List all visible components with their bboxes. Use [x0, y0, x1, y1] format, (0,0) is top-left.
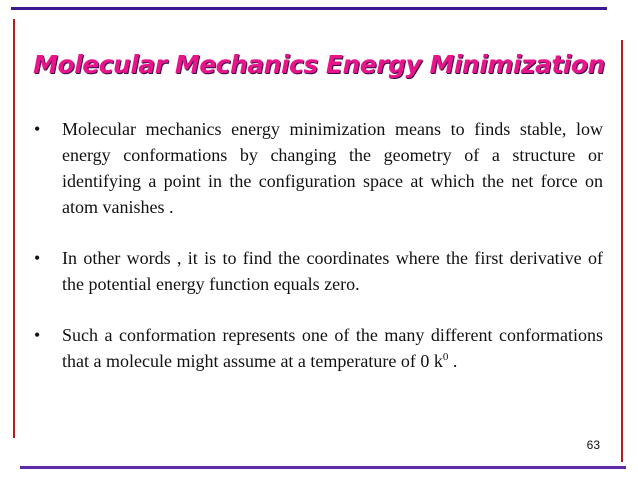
- bullet-list: [34, 116, 603, 399]
- degree-superscript: 0: [442, 351, 449, 363]
- bullet-item: [34, 116, 603, 220]
- bullet-text: [62, 325, 603, 371]
- bullet-text: Molecular mechanics energy minimization means to finds stable, low energy conformations by changing the geometry of a structure or identifying a point in the configuration space at which the net force on atom vanishes .: [62, 119, 603, 217]
- bullet-text: In other words , it is to find the coordinates where the first derivative of the potential energy function equals zero.: [62, 248, 603, 294]
- bullet-text-end: .: [448, 351, 458, 371]
- bullet-item: [34, 245, 603, 297]
- right-border-line: [621, 40, 623, 462]
- bullet-item: [34, 322, 603, 374]
- bullet-text-main: Such a conformation represents one of the many different conformations that a molecule might assume at a temperature of 0 k: [62, 325, 603, 371]
- top-border-line: [11, 7, 607, 10]
- page-number: 63: [586, 438, 600, 452]
- bullet-icon: •: [34, 325, 41, 345]
- left-border-line: [13, 19, 15, 438]
- bottom-border-line: [20, 466, 626, 469]
- slide-title: Molecular Mechanics Energy Minimization: [33, 50, 605, 79]
- bullet-icon: •: [34, 119, 41, 139]
- bullet-icon: •: [34, 248, 41, 268]
